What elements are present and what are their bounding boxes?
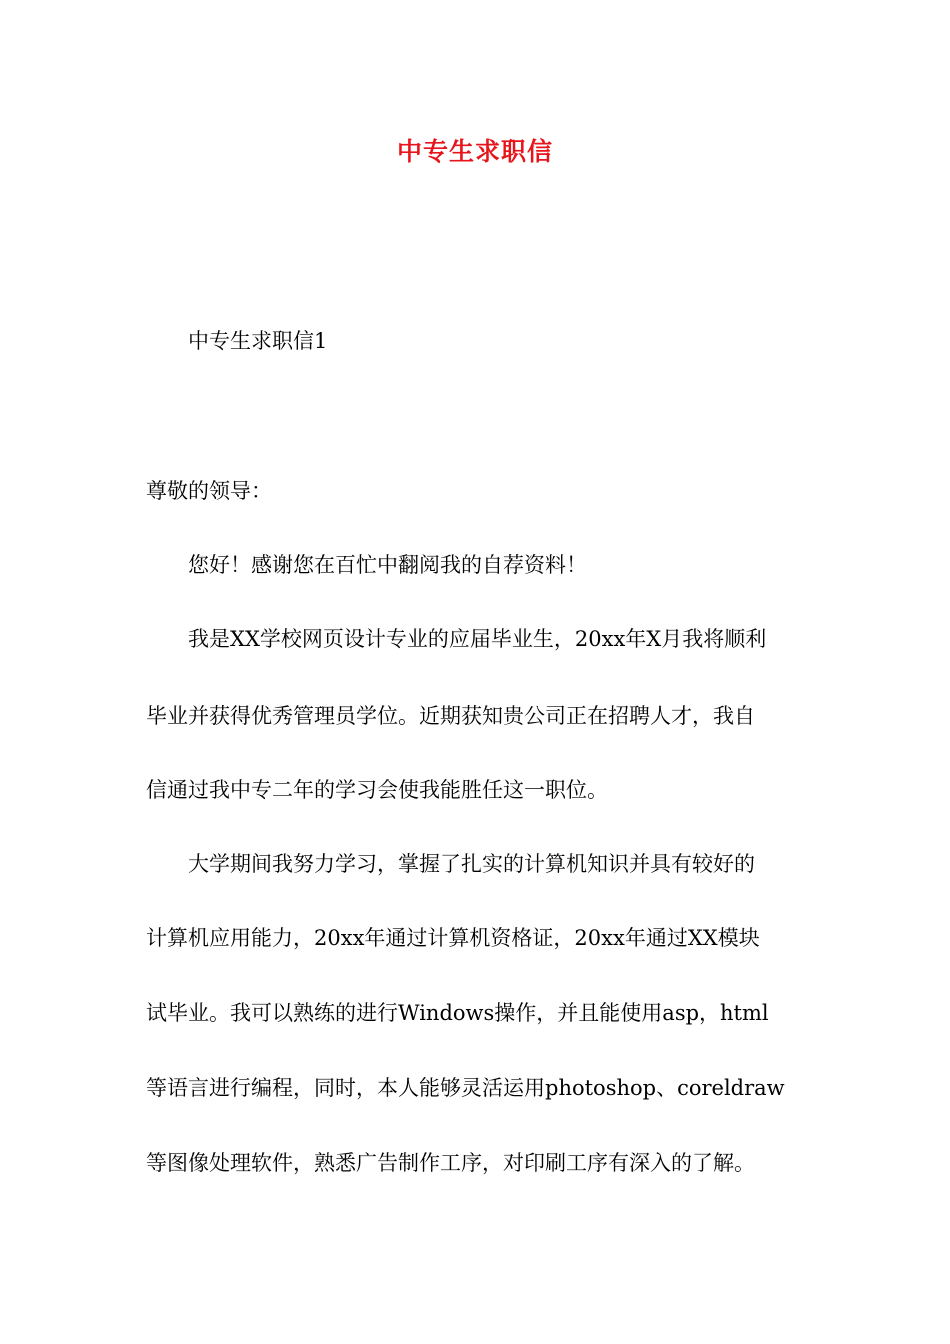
paragraph-line: 大学期间我努力学习，掌握了扎实的计算机知识并具有较好的 (188, 852, 755, 876)
paragraph-line: 计算机应用能力，20xx年通过计算机资格证，20xx年通过XX模块 (146, 926, 760, 950)
document-title: 中专生求职信 (396, 137, 553, 166)
paragraph-line: 等图像处理软件，熟悉广告制作工序，对印刷工序有深入的了解。 (146, 1151, 755, 1175)
paragraph-line: 毕业并获得优秀管理员学位。近期获知贵公司正在招聘人才，我自 (146, 704, 755, 728)
paragraph-line: 等语言进行编程，同时，本人能够灵活运用photoshop、coreldraw (146, 1076, 785, 1100)
paragraph-line: 信通过我中专二年的学习会使我能胜任这一职位。 (146, 778, 608, 802)
paragraph-line: 我是XX学校网页设计专业的应届毕业生，20xx年X月我将顺利 (188, 627, 767, 651)
paragraph-line: 试毕业。我可以熟练的进行Windows操作，并且能使用asp，html (146, 1001, 769, 1025)
paragraph-line: 您好！感谢您在百忙中翻阅我的自荐资料！ (188, 553, 587, 577)
salutation: 尊敬的领导： (146, 479, 272, 503)
section-heading: 中专生求职信1 (188, 329, 328, 353)
